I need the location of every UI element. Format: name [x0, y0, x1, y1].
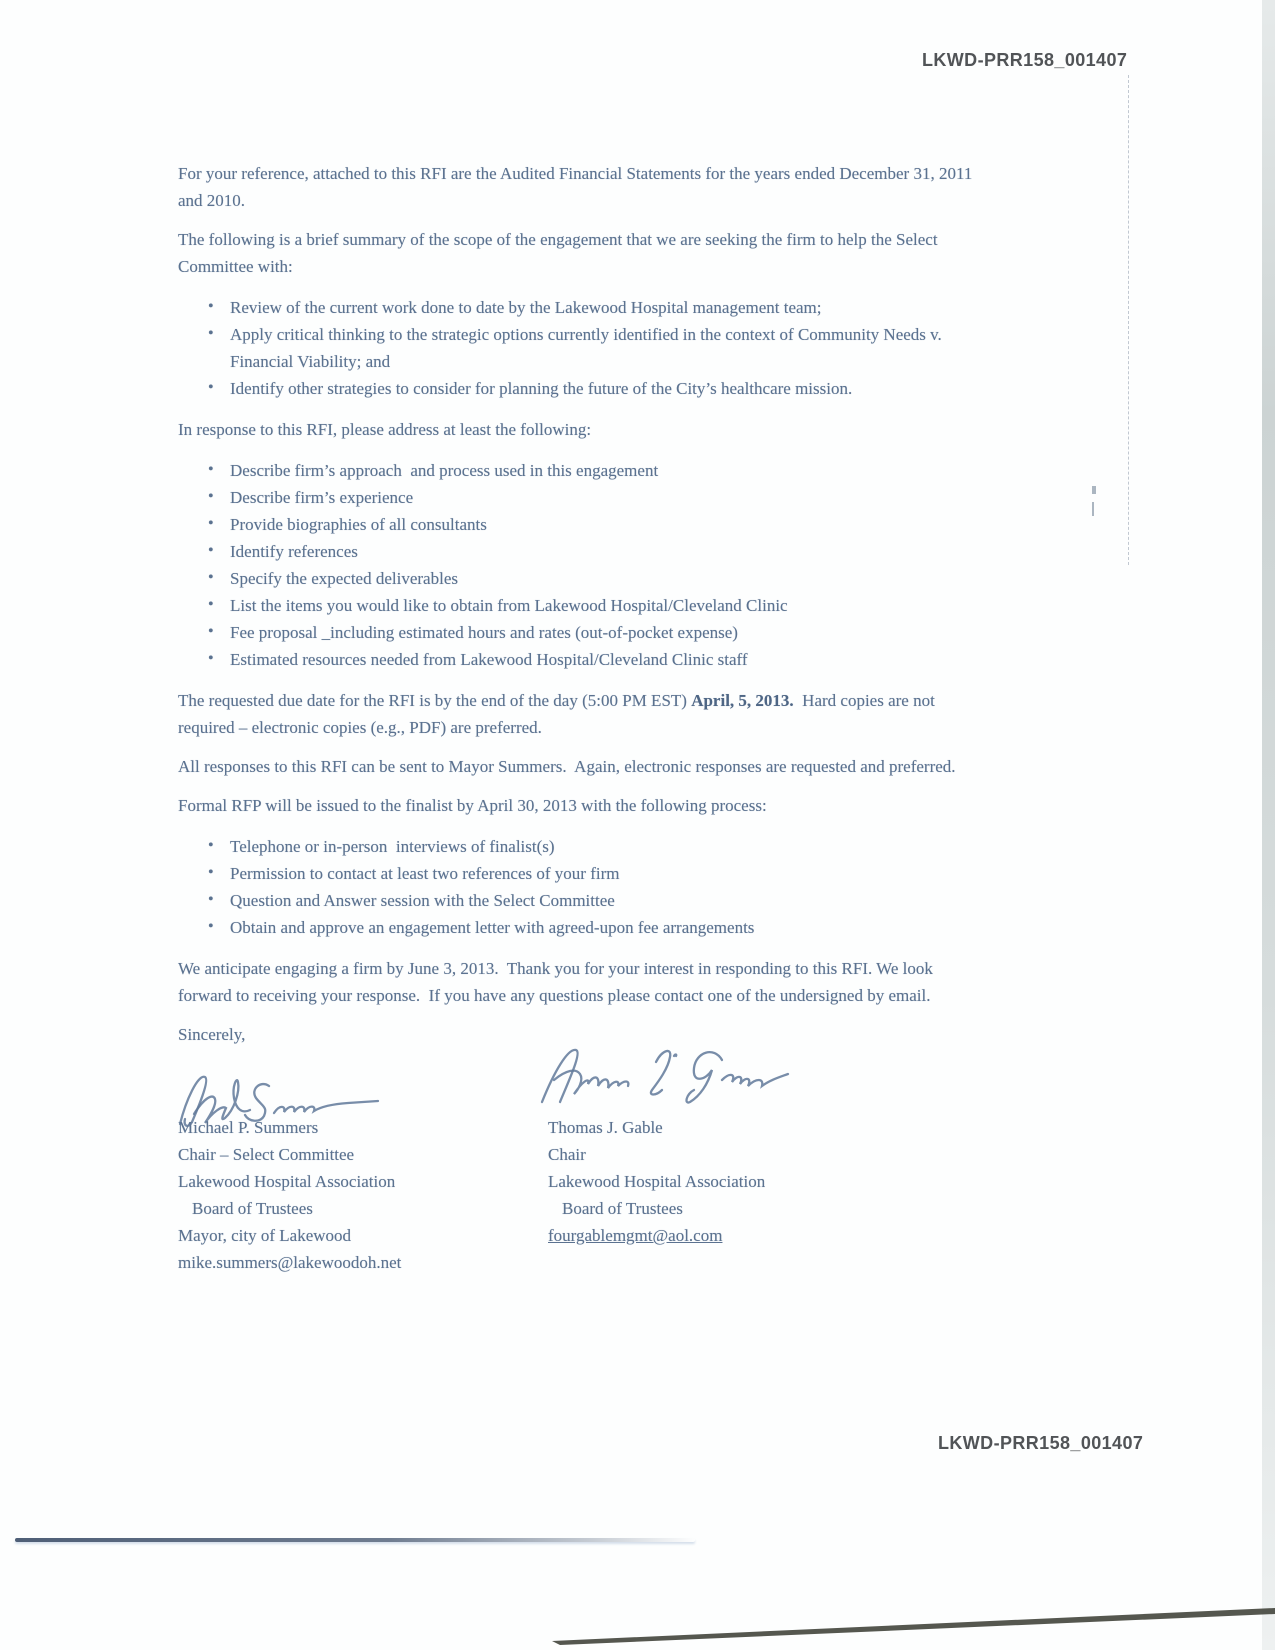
paragraph-rfp-process: Formal RFP will be issued to the finalist by April 30, 2013 with the following process:: [178, 796, 767, 815]
due-date-tail: Hard copies are not required – electronic copies (e.g., PDF) are preferred.: [178, 691, 940, 737]
list-item: • Review of the current work done to date by the Lakewood Hospital management team;: [178, 294, 986, 321]
scan-mark-artifact: [1092, 502, 1094, 516]
signer-email: mike.summers@lakewoodoh.net: [178, 1253, 402, 1272]
signer-org-line2: Board of Trustees: [562, 1199, 683, 1218]
list-item: • List the items you would like to obtain from Lakewood Hospital/Cleveland Clinic: [178, 592, 986, 619]
due-date-bold: April, 5, 2013.: [691, 691, 794, 710]
paragraph-response-intro: In response to this RFI, please address at least the following:: [178, 420, 592, 439]
signature-blocks: [178, 1114, 986, 1276]
paragraph-scope-intro: The following is a brief summary of the scope of the engagement that we are seeking the firm to help the Select Committee with:: [178, 230, 942, 276]
scan-mark-artifact: [1092, 486, 1096, 494]
scope-bullet-list: [178, 294, 986, 402]
list-item: • Apply critical thinking to the strategic options currently identified in the context of Community Needs v. Financial Viability; and: [178, 321, 986, 375]
due-date-text: The requested due date for the RFI is by the end of the day (5:00 PM EST): [178, 691, 692, 710]
bates-number-bottom: LKWD-PRR158_001407: [938, 1433, 1144, 1453]
list-item: • Obtain and approve an engagement letter with agreed-upon fee arrangements: [178, 914, 986, 941]
list-item: • Describe firm’s experience: [178, 484, 986, 511]
paragraph-engagement: We anticipate engaging a firm by June 3, 2013. Thank you for your interest in responding to this RFI. We look forward to receiving your response. If you have any questions please contact one of the undersigned by email.: [178, 959, 938, 1005]
signer-org-line2: Board of Trustees: [192, 1199, 313, 1218]
page-edge-shadow: [1262, 0, 1275, 1650]
list-item: • Provide biographies of all consultants: [178, 511, 986, 538]
list-item: • Identify other strategies to consider for planning the future of the City’s healthcare mission.: [178, 375, 986, 402]
scan-edge-line-artifact: [0, 1595, 1275, 1650]
response-bullet-list: [178, 457, 986, 673]
scan-line-artifact: [1128, 75, 1129, 565]
signer-org: Lakewood Hospital Association: [178, 1172, 396, 1191]
list-item: • Question and Answer session with the Select Committee: [178, 887, 986, 914]
signer-role: Mayor, city of Lakewood: [178, 1226, 352, 1245]
paragraph-due-date: [178, 687, 986, 741]
signer-name: Thomas J. Gable: [548, 1118, 663, 1137]
signer-title: Chair – Select Committee: [178, 1145, 355, 1164]
process-bullet-list: [178, 833, 986, 941]
signer-email-link: fourgablemgmt@aol.com: [548, 1226, 723, 1245]
bates-number-top: LKWD-PRR158_001407: [922, 50, 1128, 70]
list-item: • Fee proposal _including estimated hours and rates (out-of-pocket expense): [178, 619, 986, 646]
signer-right-block: [548, 1114, 878, 1276]
signature-thomas-gable: [532, 1044, 794, 1108]
signer-title: Chair: [548, 1145, 586, 1164]
signature-michael-summers: [168, 1068, 403, 1130]
list-item: • Describe firm’s approach and process used in this engagement: [178, 457, 986, 484]
signer-left-block: [178, 1114, 548, 1276]
list-item: • Estimated resources needed from Lakewood Hospital/Cleveland Clinic staff: [178, 646, 986, 673]
list-item: • Permission to contact at least two references of your firm: [178, 860, 986, 887]
list-item: • Identify references: [178, 538, 986, 565]
signer-name: Michael P. Summers: [178, 1118, 319, 1137]
paragraph-reference: For your reference, attached to this RFI are the Audited Financial Statements for the years ended December 31, 2011 and 2010.: [178, 164, 977, 210]
closing-salutation: Sincerely,: [178, 1025, 246, 1044]
list-item: • Specify the expected deliverables: [178, 565, 986, 592]
list-item: • Telephone or in-person interviews of finalist(s): [178, 833, 986, 860]
signer-org: Lakewood Hospital Association: [548, 1172, 766, 1191]
paragraph-responses: All responses to this RFI can be sent to Mayor Summers. Again, electronic responses are requested and preferred.: [178, 757, 956, 776]
scan-streak-artifact: [15, 1538, 695, 1542]
